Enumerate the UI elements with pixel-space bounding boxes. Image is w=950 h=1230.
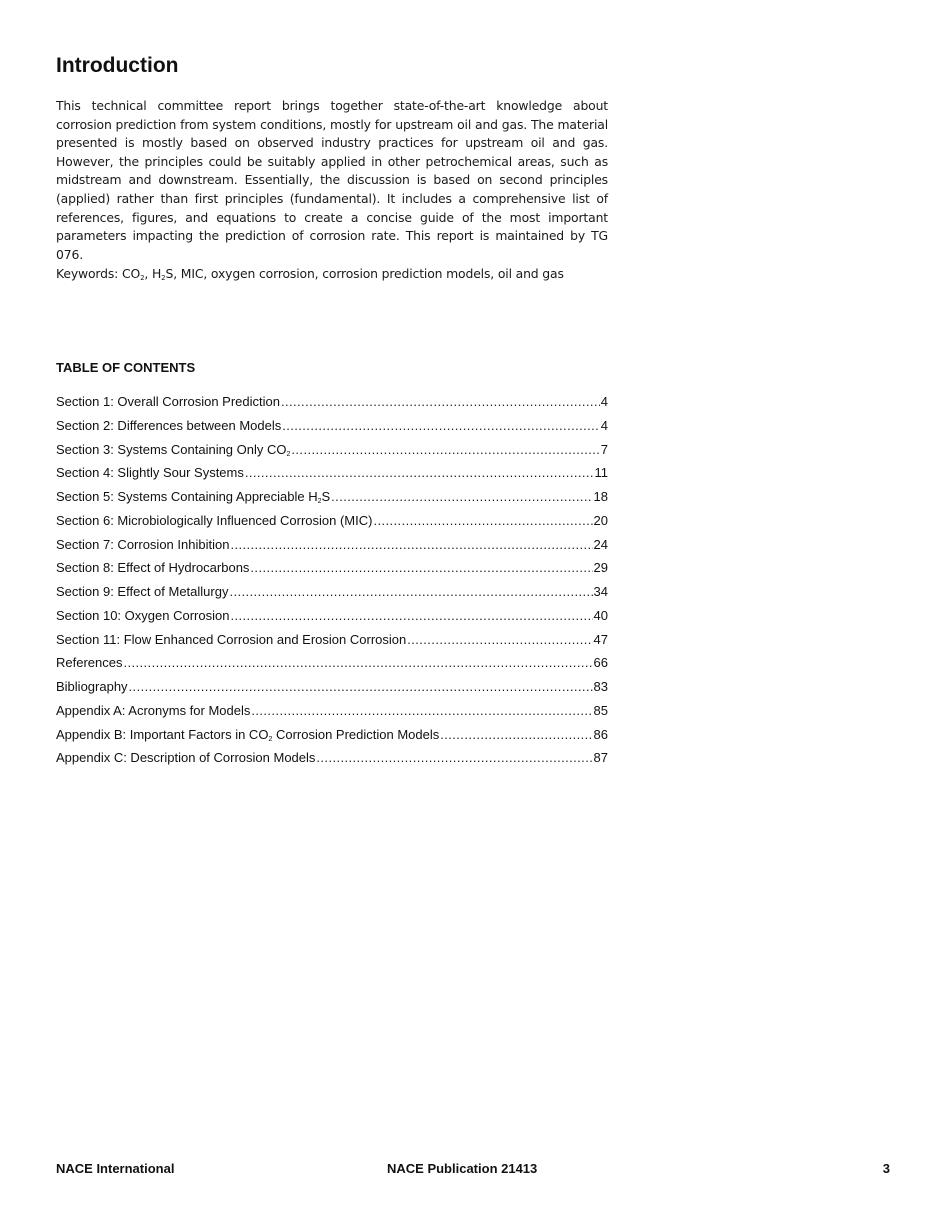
toc-entry-title: Section 9: Effect of Metallurgy [56, 584, 229, 599]
toc-entry-page: 86 [593, 726, 608, 742]
toc-entry-title-pre: Appendix B: Important Factors in CO [56, 726, 269, 742]
toc-entry-page: 87 [593, 750, 608, 766]
keyword-h2s-pre: H [152, 266, 162, 281]
toc-list [56, 394, 608, 774]
toc-entry-section-7[interactable] [56, 537, 608, 561]
toc-entry-page: 29 [593, 560, 608, 576]
toc-dot-leader [373, 513, 592, 528]
toc-entry-title-post: Corrosion Prediction Models [272, 726, 440, 742]
toc-entry-page: 18 [593, 489, 608, 504]
toc-entry-title [56, 442, 290, 457]
toc-entry-page: 83 [593, 679, 608, 694]
toc-entry-title: Section 4: Slightly Sour Systems [56, 465, 244, 481]
toc-dot-leader [230, 608, 592, 623]
toc-entry-page: 11 [594, 465, 608, 481]
toc-entry-title: Section 11: Flow Enhanced Corrosion and Erosion Corrosion [56, 631, 407, 647]
keyword-separator: , [144, 266, 152, 281]
toc-entry-section-1[interactable] [56, 394, 608, 418]
toc-entry-section-4[interactable] [56, 465, 608, 489]
keyword-co2-subscript: 2 [140, 274, 145, 282]
toc-entry-title: References [56, 655, 123, 671]
toc-dot-leader [129, 679, 593, 694]
keyword-h2s-post: S [165, 266, 174, 281]
toc-dot-leader [230, 537, 592, 552]
toc-dot-leader [291, 442, 599, 457]
toc-entry-appendix-a[interactable] [56, 703, 608, 727]
toc-entry-title-post: S [321, 489, 331, 504]
toc-dot-leader [331, 489, 592, 504]
toc-entry-references[interactable] [56, 655, 608, 679]
toc-entry-title: Appendix A: Acronyms for Models [56, 702, 251, 718]
toc-entry-section-3[interactable] [56, 442, 608, 466]
toc-entry-section-2[interactable] [56, 418, 608, 442]
toc-entry-page: 24 [593, 536, 608, 552]
toc-entry-appendix-c[interactable] [56, 750, 608, 774]
keyword-co2-base: CO [122, 266, 141, 281]
intro-paragraph: This technical committee report brings together state-of-the-art knowledge about corrosion prediction from system conditions, mostly for upstream oil and gas. The material presented is mostly based on observed industry practices for upstream oil and gas. However, the principles could be suitably applied in other petrochemical areas, such as midstream and downstream. Essentially, the discussion is based on second principles (applied) rather than first principles (fundamental). It includes a comprehensive list of references, figures, and equations to create a concise guide of the most important parameters impacting the prediction of corrosion rate. This report is maintained by TG 076. [56, 98, 608, 262]
toc-entry-page: 7 [600, 441, 608, 457]
footer-organization: NACE International [56, 1161, 175, 1176]
toc-entry-title: Section 10: Oxygen Corrosion [56, 607, 230, 623]
toc-entry-title-pre: Section 5: Systems Containing Appreciable H [56, 489, 318, 504]
toc-entry-page: 40 [593, 607, 608, 623]
toc-entry-section-11[interactable] [56, 632, 608, 656]
toc-entry-title [56, 489, 330, 504]
toc-dot-leader [282, 418, 600, 433]
toc-dot-leader [250, 560, 592, 575]
toc-entry-page: 4 [600, 417, 608, 433]
toc-entry-section-5[interactable] [56, 489, 608, 513]
toc-entry-page: 47 [593, 631, 608, 647]
toc-entry-title-subscript: 2 [317, 498, 322, 505]
toc-entry-section-8[interactable] [56, 560, 608, 584]
toc-entry-section-9[interactable] [56, 584, 608, 608]
toc-entry-page: 4 [600, 394, 608, 409]
toc-entry-page: 34 [593, 584, 608, 599]
toc-entry-title: Bibliography [56, 679, 128, 694]
toc-entry-title: Section 8: Effect of Hydrocarbons [56, 560, 250, 576]
toc-entry-title-subscript: 2 [286, 450, 291, 458]
page-title: Introduction [56, 54, 179, 77]
toc-dot-leader [251, 703, 592, 718]
footer-page-number: 3 [882, 1161, 890, 1176]
toc-dot-leader [229, 584, 592, 599]
toc-entry-appendix-b[interactable] [56, 727, 608, 751]
toc-entry-title: Section 6: Microbiologically Influenced Corrosion (MIC) [56, 512, 373, 528]
toc-entry-title: Section 2: Differences between Models [56, 417, 282, 433]
keyword-h2s-subscript: 2 [161, 274, 166, 282]
toc-entry-section-10[interactable] [56, 608, 608, 632]
toc-dot-leader [245, 465, 594, 480]
toc-entry-title: Appendix C: Description of Corrosion Models [56, 750, 316, 766]
keywords-rest: , MIC, oxygen corrosion, corrosion prediction models, oil and gas [173, 266, 564, 281]
toc-entry-bibliography[interactable] [56, 679, 608, 703]
toc-entry-title: Section 7: Corrosion Inhibition [56, 536, 230, 552]
footer-publication: NACE Publication 21413 [387, 1161, 538, 1176]
toc-entry-section-6[interactable] [56, 513, 608, 537]
toc-entry-title-subscript: 2 [268, 735, 273, 743]
toc-entry-title [56, 727, 439, 742]
keyword-h2s [152, 266, 173, 281]
toc-dot-leader [440, 727, 592, 742]
toc-entry-page: 20 [593, 512, 608, 528]
toc-entry-title: Section 1: Overall Corrosion Prediction [56, 394, 280, 409]
keywords-label: Keywords: [56, 266, 122, 281]
toc-dot-leader [407, 632, 592, 647]
toc-entry-page: 85 [593, 702, 608, 718]
toc-entry-title-pre: Section 3: Systems Containing Only CO [56, 441, 287, 457]
keyword-co2 [122, 266, 144, 281]
toc-dot-leader [123, 655, 592, 670]
toc-entry-page: 66 [593, 655, 608, 671]
toc-heading: TABLE OF CONTENTS [56, 360, 196, 375]
keywords-line [56, 265, 656, 283]
toc-dot-leader [316, 750, 592, 765]
toc-dot-leader [281, 394, 600, 409]
